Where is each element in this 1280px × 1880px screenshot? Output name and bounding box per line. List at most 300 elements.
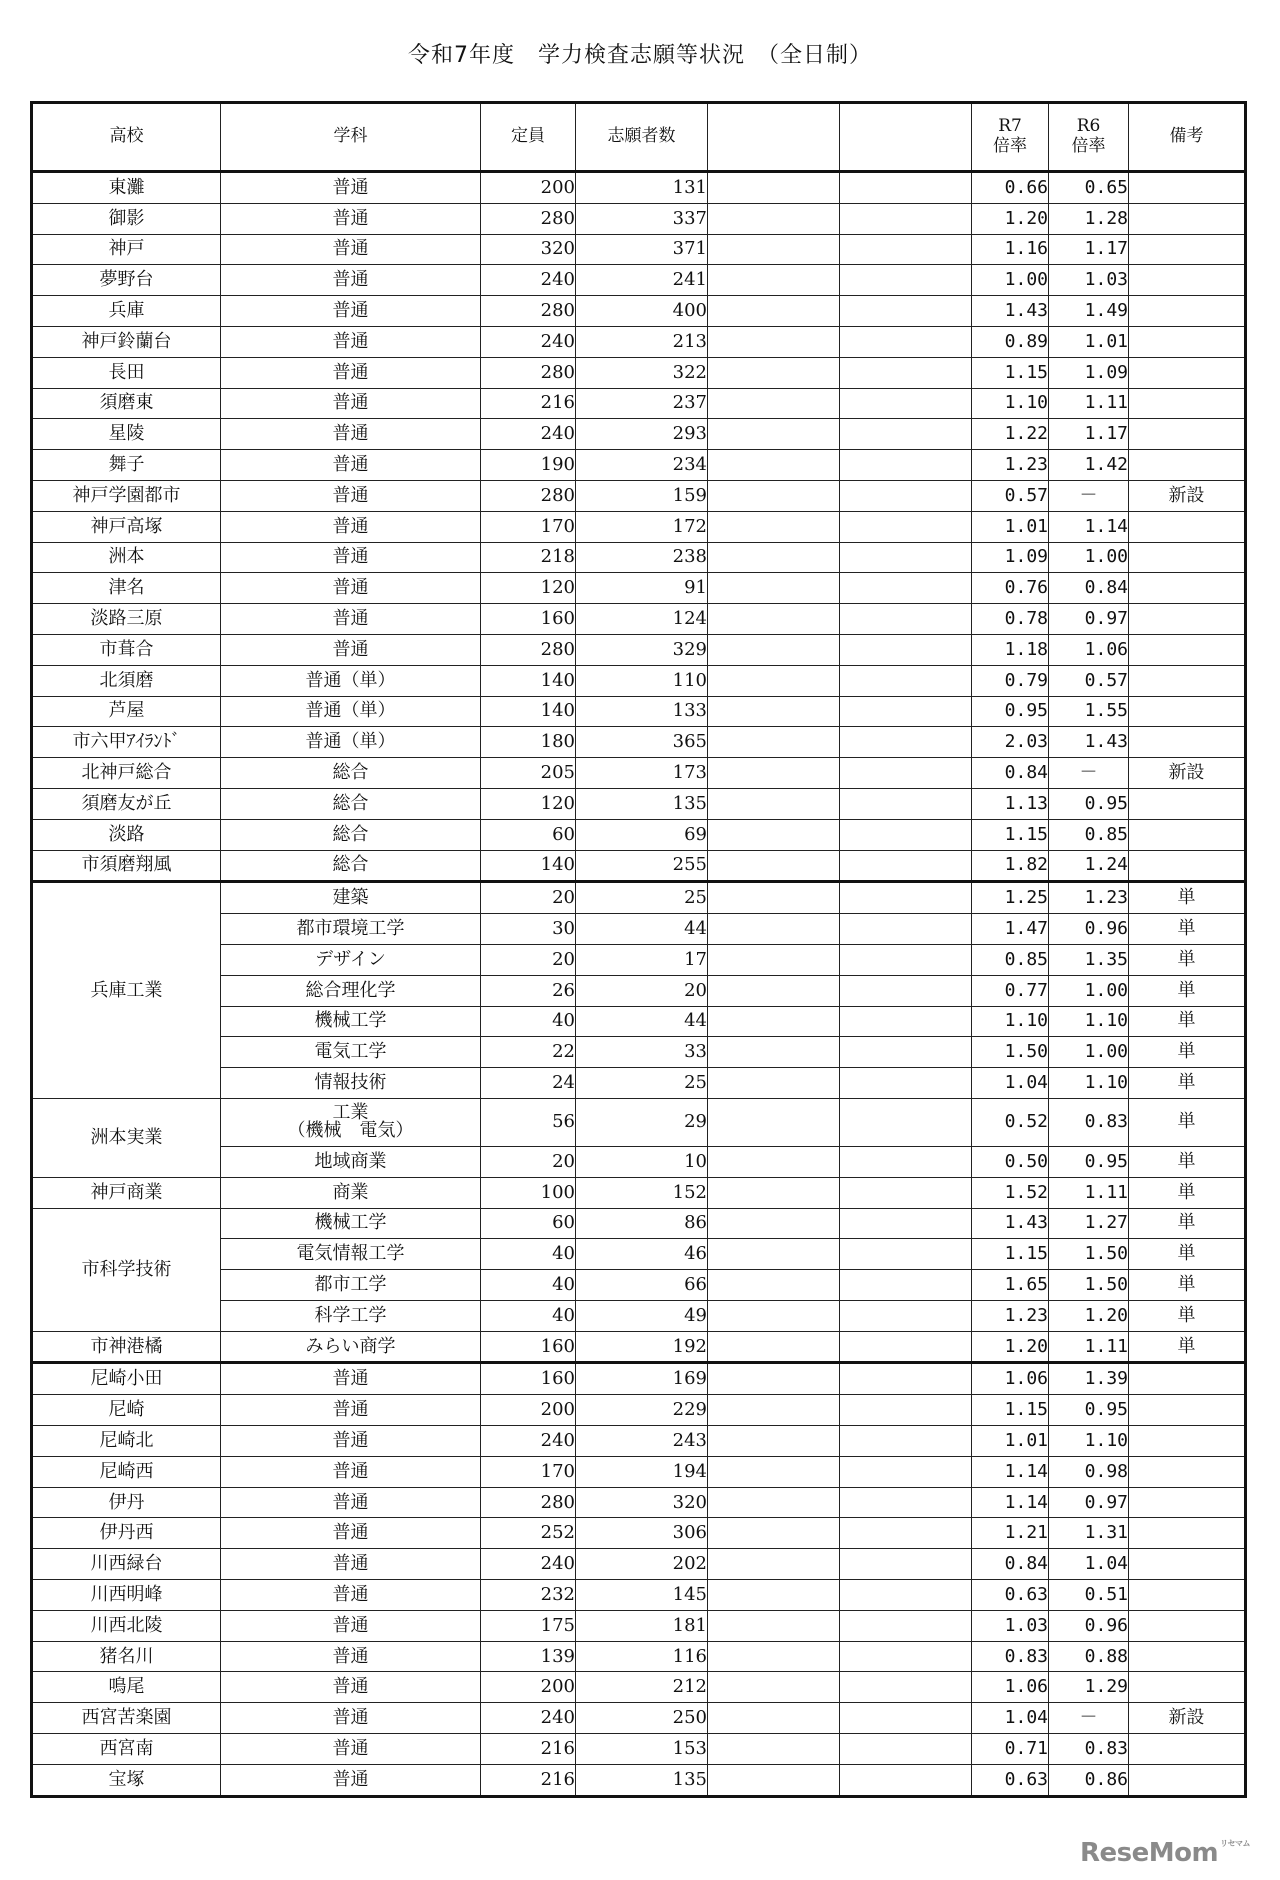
r6-rate-cell: 1.28 — [1049, 203, 1129, 234]
blank-cell — [708, 1734, 840, 1765]
r6-rate-cell: 1.31 — [1049, 1518, 1129, 1549]
note-cell — [1129, 388, 1246, 419]
table-row — [32, 1549, 1246, 1580]
applicants-cell: 49 — [576, 1300, 708, 1331]
note-cell — [1129, 1734, 1246, 1765]
note-cell — [1129, 1456, 1246, 1487]
applicants-cell: 255 — [576, 850, 708, 882]
applicants-cell: 243 — [576, 1426, 708, 1457]
note-cell — [1129, 819, 1246, 850]
blank-cell — [840, 1734, 972, 1765]
department-cell: 普通 — [221, 357, 481, 388]
blank-cell — [840, 1549, 972, 1580]
blank-cell — [840, 326, 972, 357]
blank-cell — [840, 1703, 972, 1734]
r6-rate-cell: 1.10 — [1049, 1006, 1129, 1037]
blank-cell — [840, 944, 972, 975]
r6-rate-cell: 1.09 — [1049, 357, 1129, 388]
blank-cell — [840, 727, 972, 758]
note-cell — [1129, 696, 1246, 727]
resemom-logo-text: ReseMom — [1079, 1838, 1219, 1868]
blank-cell — [840, 573, 972, 604]
school-cell: 神戸鈴蘭台 — [32, 326, 221, 357]
r7-rate-cell: 1.16 — [972, 234, 1049, 265]
note-cell: 単 — [1129, 1037, 1246, 1068]
r6-rate-cell: 1.55 — [1049, 696, 1129, 727]
note-cell — [1129, 1518, 1246, 1549]
applicants-cell: 131 — [576, 172, 708, 204]
school-cell: 淡路 — [32, 819, 221, 850]
school-cell: 西宮苦楽園 — [32, 1703, 221, 1734]
r7-rate-cell: 0.83 — [972, 1641, 1049, 1672]
capacity-cell: 280 — [481, 1487, 576, 1518]
r6-rate-cell: 1.17 — [1049, 419, 1129, 450]
department-cell: 工業 （機械 電気） — [221, 1098, 481, 1146]
department-cell: 都市環境工学 — [221, 914, 481, 945]
school-cell: 西宮南 — [32, 1734, 221, 1765]
applicants-cell: 169 — [576, 1363, 708, 1395]
blank-cell — [708, 296, 840, 327]
capacity-cell: 140 — [481, 850, 576, 882]
note-cell — [1129, 1580, 1246, 1611]
applicants-cell: 213 — [576, 326, 708, 357]
blank-cell — [708, 758, 840, 789]
table-row — [32, 357, 1246, 388]
blank-cell — [840, 1331, 972, 1363]
note-cell — [1129, 665, 1246, 696]
capacity-cell: 120 — [481, 573, 576, 604]
table-row — [32, 265, 1246, 296]
blank-cell — [708, 203, 840, 234]
blank-cell — [840, 1208, 972, 1239]
r6-rate-cell: 1.11 — [1049, 1177, 1129, 1208]
table-row — [32, 296, 1246, 327]
note-cell — [1129, 511, 1246, 542]
school-cell: 御影 — [32, 203, 221, 234]
blank-cell — [840, 1300, 972, 1331]
header-blank-1 — [708, 103, 840, 172]
capacity-cell: 60 — [481, 819, 576, 850]
blank-cell — [840, 1456, 972, 1487]
r7-rate-cell: 0.85 — [972, 944, 1049, 975]
department-cell: 普通 — [221, 419, 481, 450]
department-cell: 普通 — [221, 203, 481, 234]
r6-rate-cell: 1.27 — [1049, 1208, 1129, 1239]
applicants-cell: 91 — [576, 573, 708, 604]
note-cell: 単 — [1129, 1208, 1246, 1239]
school-cell: 市葺合 — [32, 634, 221, 665]
school-cell: 市神港橘 — [32, 1331, 221, 1363]
blank-cell — [708, 1518, 840, 1549]
applicants-cell: 29 — [576, 1098, 708, 1146]
capacity-cell: 240 — [481, 1549, 576, 1580]
school-cell: 神戸商業 — [32, 1177, 221, 1208]
blank-cell — [708, 1177, 840, 1208]
r6-rate-cell: － — [1049, 480, 1129, 511]
capacity-cell: 56 — [481, 1098, 576, 1146]
r6-rate-cell: 0.65 — [1049, 172, 1129, 204]
r6-rate-cell: 1.23 — [1049, 882, 1129, 914]
r6-rate-cell: 1.00 — [1049, 542, 1129, 573]
applicants-cell: 135 — [576, 788, 708, 819]
blank-cell — [708, 1146, 840, 1177]
header-r6-sub: 倍率 — [1071, 136, 1106, 156]
r7-rate-cell: 1.50 — [972, 1037, 1049, 1068]
table-row — [32, 234, 1246, 265]
r7-rate-cell: 1.04 — [972, 1703, 1049, 1734]
school-cell: 洲本 — [32, 542, 221, 573]
table-row — [32, 1456, 1246, 1487]
r6-rate-cell: 1.50 — [1049, 1239, 1129, 1270]
applicants-cell: 212 — [576, 1672, 708, 1703]
capacity-cell: 240 — [481, 1426, 576, 1457]
capacity-cell: 280 — [481, 357, 576, 388]
r7-rate-cell: 1.22 — [972, 419, 1049, 450]
blank-cell — [708, 511, 840, 542]
r7-rate-cell: 1.25 — [972, 882, 1049, 914]
department-cell: 機械工学 — [221, 1006, 481, 1037]
r6-rate-cell: 1.29 — [1049, 1672, 1129, 1703]
r7-rate-cell: 1.14 — [972, 1456, 1049, 1487]
table-row — [32, 480, 1246, 511]
blank-cell — [708, 1610, 840, 1641]
capacity-cell: 60 — [481, 1208, 576, 1239]
note-cell — [1129, 419, 1246, 450]
blank-cell — [708, 1239, 840, 1270]
r6-rate-cell: 1.11 — [1049, 1331, 1129, 1363]
blank-cell — [840, 511, 972, 542]
r7-rate-cell: 0.76 — [972, 573, 1049, 604]
note-cell — [1129, 1641, 1246, 1672]
school-cell: 尼崎小田 — [32, 1363, 221, 1395]
applicants-cell: 135 — [576, 1764, 708, 1796]
blank-cell — [708, 819, 840, 850]
r7-rate-cell: 1.47 — [972, 914, 1049, 945]
note-cell: 単 — [1129, 882, 1246, 914]
blank-cell — [840, 1764, 972, 1796]
capacity-cell: 218 — [481, 542, 576, 573]
blank-cell — [840, 1426, 972, 1457]
r7-rate-cell: 1.13 — [972, 788, 1049, 819]
school-cell: 宝塚 — [32, 1764, 221, 1796]
r7-rate-cell: 1.03 — [972, 1610, 1049, 1641]
department-cell: 普通 — [221, 1363, 481, 1395]
r7-rate-cell: 0.79 — [972, 665, 1049, 696]
applicants-cell: 194 — [576, 1456, 708, 1487]
r6-rate-cell: 1.24 — [1049, 850, 1129, 882]
department-cell: 普通 — [221, 634, 481, 665]
department-cell: 電気情報工学 — [221, 1239, 481, 1270]
applicants-cell: 44 — [576, 1006, 708, 1037]
capacity-cell: 40 — [481, 1006, 576, 1037]
capacity-cell: 280 — [481, 296, 576, 327]
note-cell — [1129, 604, 1246, 635]
r7-rate-cell: 0.66 — [972, 172, 1049, 204]
blank-cell — [840, 419, 972, 450]
capacity-cell: 320 — [481, 234, 576, 265]
school-cell: 星陵 — [32, 419, 221, 450]
r6-rate-cell: 0.51 — [1049, 1580, 1129, 1611]
blank-cell — [708, 634, 840, 665]
table-row — [32, 634, 1246, 665]
table-row — [32, 1764, 1246, 1796]
r6-rate-cell: 0.84 — [1049, 573, 1129, 604]
table-row — [32, 388, 1246, 419]
department-cell: 総合 — [221, 850, 481, 882]
department-cell: デザイン — [221, 944, 481, 975]
table-row — [32, 1208, 1246, 1239]
capacity-cell: 280 — [481, 634, 576, 665]
table-row — [32, 604, 1246, 635]
note-cell — [1129, 1549, 1246, 1580]
applicants-cell: 229 — [576, 1395, 708, 1426]
header-school: 高校 — [32, 103, 221, 172]
header-blank-2 — [840, 103, 972, 172]
table-row — [32, 203, 1246, 234]
blank-cell — [708, 1300, 840, 1331]
applicants-cell: 20 — [576, 975, 708, 1006]
r6-rate-cell: － — [1049, 1703, 1129, 1734]
capacity-cell: 216 — [481, 1734, 576, 1765]
r6-rate-cell: 0.96 — [1049, 914, 1129, 945]
blank-cell — [840, 1610, 972, 1641]
table-body — [32, 172, 1246, 1797]
blank-cell — [708, 1363, 840, 1395]
table-row — [32, 758, 1246, 789]
school-cell: 北神戸総合 — [32, 758, 221, 789]
table-row — [32, 696, 1246, 727]
table-row — [32, 1641, 1246, 1672]
applicants-cell: 173 — [576, 758, 708, 789]
table-row — [32, 172, 1246, 204]
blank-cell — [840, 234, 972, 265]
blank-cell — [708, 727, 840, 758]
r6-rate-cell: 1.42 — [1049, 450, 1129, 481]
applicants-cell: 124 — [576, 604, 708, 635]
blank-cell — [708, 388, 840, 419]
r7-rate-cell: 0.63 — [972, 1580, 1049, 1611]
r6-rate-cell: 1.00 — [1049, 1037, 1129, 1068]
department-cell: みらい商学 — [221, 1331, 481, 1363]
note-cell: 単 — [1129, 1300, 1246, 1331]
applicants-cell: 66 — [576, 1270, 708, 1301]
r6-rate-cell: 0.88 — [1049, 1641, 1129, 1672]
capacity-cell: 24 — [481, 1068, 576, 1099]
department-cell: 普通 — [221, 1426, 481, 1457]
applicants-cell: 293 — [576, 419, 708, 450]
r6-rate-cell: 1.43 — [1049, 727, 1129, 758]
department-cell: 電気工学 — [221, 1037, 481, 1068]
department-cell: 都市工学 — [221, 1270, 481, 1301]
applicants-cell: 153 — [576, 1734, 708, 1765]
r6-rate-cell: 1.03 — [1049, 265, 1129, 296]
school-cell: 伊丹西 — [32, 1518, 221, 1549]
blank-cell — [840, 665, 972, 696]
applicants-cell: 17 — [576, 944, 708, 975]
r7-rate-cell: 1.04 — [972, 1068, 1049, 1099]
r7-rate-cell: 1.10 — [972, 1006, 1049, 1037]
department-cell: 普通 — [221, 511, 481, 542]
r7-rate-cell: 1.01 — [972, 511, 1049, 542]
blank-cell — [708, 419, 840, 450]
r7-rate-cell: 1.09 — [972, 542, 1049, 573]
header-department: 学科 — [221, 103, 481, 172]
school-cell: 川西明峰 — [32, 1580, 221, 1611]
department-cell: 普通 — [221, 1580, 481, 1611]
applicants-cell: 25 — [576, 882, 708, 914]
note-cell — [1129, 234, 1246, 265]
note-cell: 単 — [1129, 914, 1246, 945]
department-cell: 商業 — [221, 1177, 481, 1208]
blank-cell — [708, 573, 840, 604]
r7-rate-cell: 1.00 — [972, 265, 1049, 296]
applicants-cell: 238 — [576, 542, 708, 573]
r7-rate-cell: 1.15 — [972, 1395, 1049, 1426]
note-cell — [1129, 727, 1246, 758]
table-row — [32, 1487, 1246, 1518]
applicants-cell: 181 — [576, 1610, 708, 1641]
capacity-cell: 175 — [481, 1610, 576, 1641]
capacity-cell: 240 — [481, 265, 576, 296]
blank-cell — [708, 1549, 840, 1580]
school-cell: 伊丹 — [32, 1487, 221, 1518]
table-row — [32, 1395, 1246, 1426]
note-cell — [1129, 357, 1246, 388]
department-cell: 普通 — [221, 1610, 481, 1641]
blank-cell — [840, 634, 972, 665]
r7-rate-cell: 1.06 — [972, 1363, 1049, 1395]
applicants-cell: 159 — [576, 480, 708, 511]
table-row — [32, 1703, 1246, 1734]
note-cell — [1129, 265, 1246, 296]
capacity-cell: 252 — [481, 1518, 576, 1549]
blank-cell — [708, 1006, 840, 1037]
blank-cell — [840, 1641, 972, 1672]
blank-cell — [708, 1580, 840, 1611]
r7-rate-cell: 0.78 — [972, 604, 1049, 635]
note-cell: 単 — [1129, 944, 1246, 975]
capacity-cell: 20 — [481, 944, 576, 975]
table-row — [32, 882, 1246, 914]
r6-rate-cell: 0.97 — [1049, 1487, 1129, 1518]
table-row — [32, 665, 1246, 696]
blank-cell — [840, 1363, 972, 1395]
blank-cell — [840, 1518, 972, 1549]
department-cell: 普通 — [221, 326, 481, 357]
r6-rate-cell: 1.39 — [1049, 1363, 1129, 1395]
applicants-cell: 33 — [576, 1037, 708, 1068]
applicants-cell: 116 — [576, 1641, 708, 1672]
blank-cell — [840, 203, 972, 234]
blank-cell — [840, 1177, 972, 1208]
blank-cell — [708, 850, 840, 882]
applicants-cell: 237 — [576, 388, 708, 419]
school-cell: 須磨友が丘 — [32, 788, 221, 819]
table-row — [32, 450, 1246, 481]
page-title: 令和7年度 学力検査志願等状況 （全日制） — [408, 43, 872, 68]
table-row — [32, 1610, 1246, 1641]
note-cell — [1129, 1426, 1246, 1457]
header-applicants: 志願者数 — [576, 103, 708, 172]
department-cell: 普通 — [221, 1764, 481, 1796]
department-cell: 普通 — [221, 265, 481, 296]
note-cell — [1129, 542, 1246, 573]
blank-cell — [840, 1146, 972, 1177]
table-row — [32, 573, 1246, 604]
department-cell: 普通 — [221, 172, 481, 204]
blank-cell — [708, 1208, 840, 1239]
department-cell: 普通 — [221, 234, 481, 265]
school-cell: 猪名川 — [32, 1641, 221, 1672]
r6-rate-cell: 0.86 — [1049, 1764, 1129, 1796]
r6-rate-cell: 1.20 — [1049, 1300, 1129, 1331]
applicants-cell: 10 — [576, 1146, 708, 1177]
r6-rate-cell: 0.98 — [1049, 1456, 1129, 1487]
blank-cell — [840, 1672, 972, 1703]
r7-rate-cell: 0.95 — [972, 696, 1049, 727]
blank-cell — [708, 975, 840, 1006]
department-cell: 普通 — [221, 1487, 481, 1518]
note-cell — [1129, 850, 1246, 882]
school-cell: 尼崎北 — [32, 1426, 221, 1457]
capacity-cell: 120 — [481, 788, 576, 819]
r6-rate-cell: 0.83 — [1049, 1098, 1129, 1146]
r6-rate-cell: 1.50 — [1049, 1270, 1129, 1301]
capacity-cell: 140 — [481, 665, 576, 696]
r6-rate-cell: 0.96 — [1049, 1610, 1129, 1641]
applicants-cell: 371 — [576, 234, 708, 265]
school-cell: 長田 — [32, 357, 221, 388]
capacity-cell: 200 — [481, 172, 576, 204]
note-cell — [1129, 634, 1246, 665]
r7-rate-cell: 0.89 — [972, 326, 1049, 357]
capacity-cell: 280 — [481, 480, 576, 511]
applicants-cell: 250 — [576, 1703, 708, 1734]
note-cell — [1129, 450, 1246, 481]
blank-cell — [840, 1068, 972, 1099]
r7-rate-cell: 0.84 — [972, 758, 1049, 789]
capacity-cell: 240 — [481, 419, 576, 450]
blank-cell — [708, 1331, 840, 1363]
school-cell: 尼崎 — [32, 1395, 221, 1426]
blank-cell — [708, 1456, 840, 1487]
blank-cell — [840, 882, 972, 914]
blank-cell — [840, 1006, 972, 1037]
note-cell: 新設 — [1129, 1703, 1246, 1734]
capacity-cell: 160 — [481, 604, 576, 635]
blank-cell — [708, 326, 840, 357]
table-row — [32, 1331, 1246, 1363]
blank-cell — [840, 758, 972, 789]
blank-cell — [708, 1098, 840, 1146]
capacity-cell: 280 — [481, 203, 576, 234]
r6-rate-cell: 1.49 — [1049, 296, 1129, 327]
note-cell: 単 — [1129, 1006, 1246, 1037]
applicants-cell: 110 — [576, 665, 708, 696]
department-cell: 普通 — [221, 1395, 481, 1426]
capacity-cell: 139 — [481, 1641, 576, 1672]
school-cell: 尼崎西 — [32, 1456, 221, 1487]
department-cell: 普通 — [221, 1672, 481, 1703]
blank-cell — [840, 1270, 972, 1301]
blank-cell — [708, 1270, 840, 1301]
school-cell: 北須磨 — [32, 665, 221, 696]
blank-cell — [840, 357, 972, 388]
school-cell: 市須磨翔風 — [32, 850, 221, 882]
capacity-cell: 160 — [481, 1331, 576, 1363]
blank-cell — [840, 172, 972, 204]
r7-rate-cell: 1.52 — [972, 1177, 1049, 1208]
